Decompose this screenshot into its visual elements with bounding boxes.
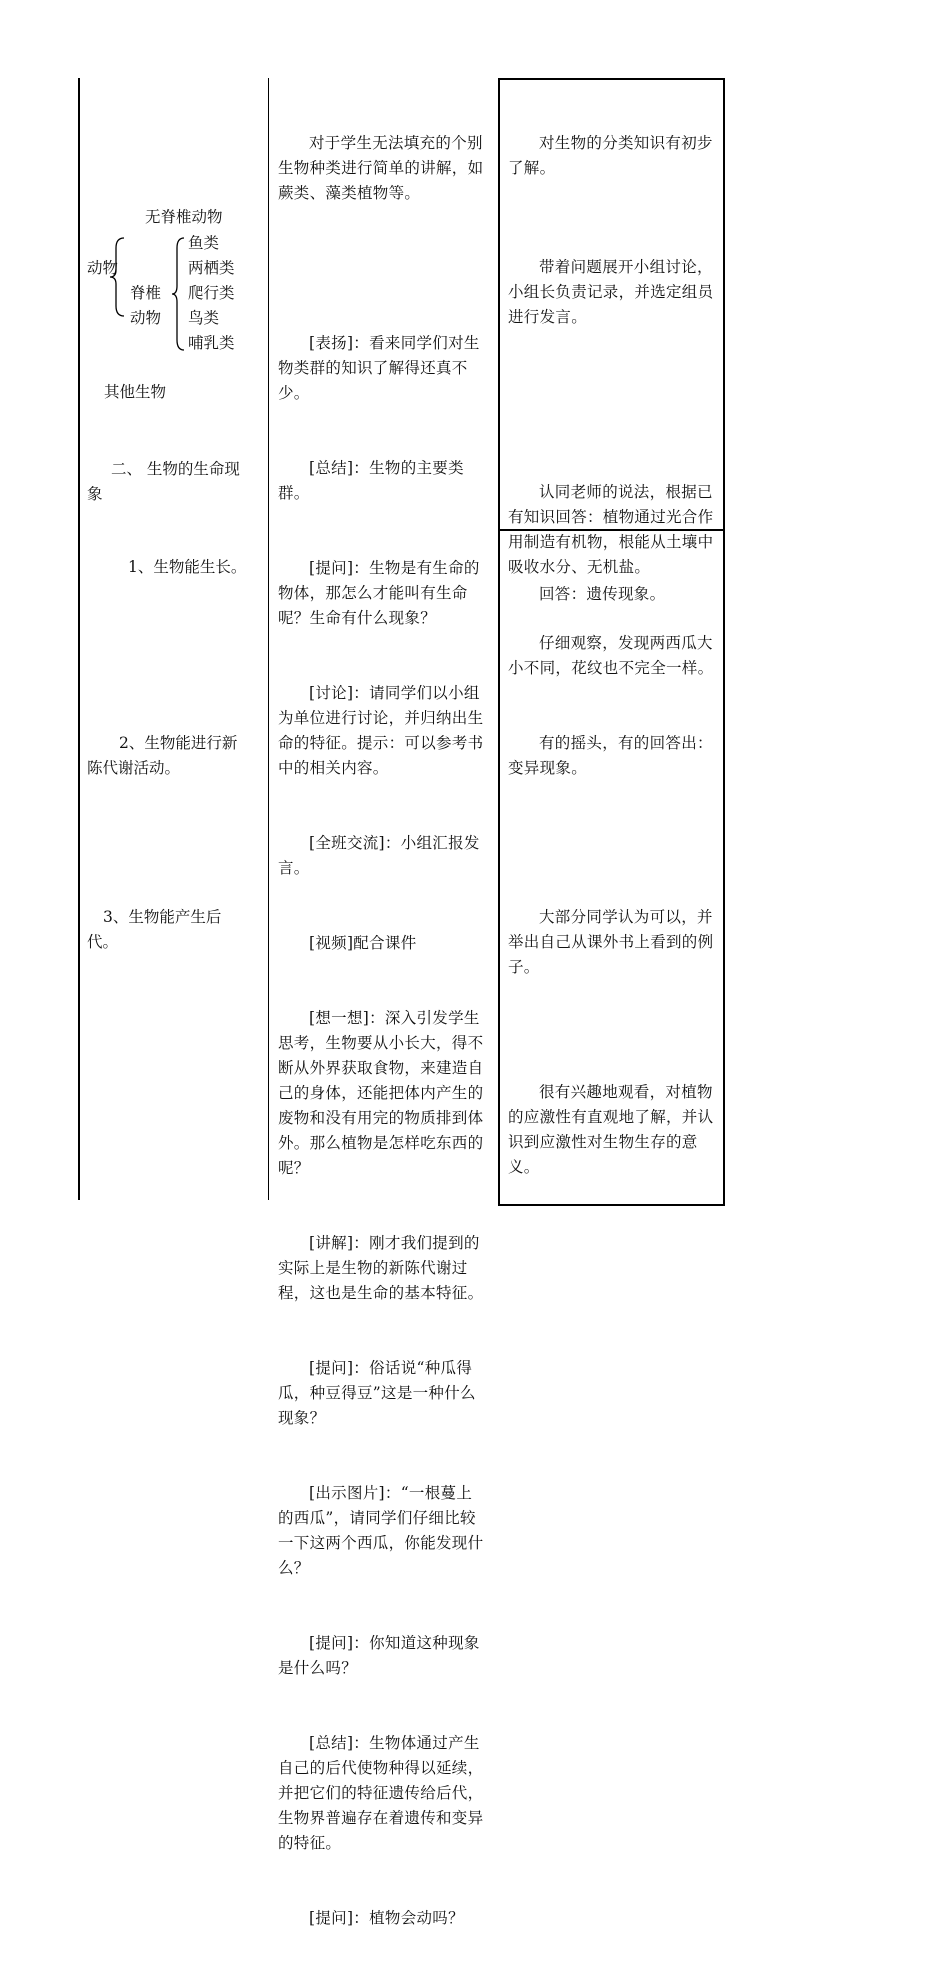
section2-heading-line1: 二、 生物的生命现	[111, 460, 240, 478]
life-feature-1: 1、生物能生长。	[128, 558, 247, 576]
student-activities-bottom-4: 大部分同学认为可以，并举出自己从课外书上看到的例子。	[508, 908, 714, 976]
animal-brace-icon	[108, 236, 126, 318]
student-activities-bottom-2: 仔细观察，发现两西瓜大小不同，花纹也不完全一样。	[508, 634, 714, 677]
teacher-paragraph: [讲解]：刚才我们提到的实际上是生物的新陈代谢过程，这也是生命的基本特征。	[278, 1234, 484, 1302]
teacher-paragraph: [提问]：俗话说“种瓜得瓜，种豆得豆”这是一种什么现象？	[278, 1359, 476, 1427]
vertebrate-brace-icon	[170, 236, 186, 352]
student-activities-top-1: 对生物的分类知识有初步了解。	[508, 134, 713, 177]
teacher-paragraph: [表扬]：看来同学们对生物类群的知识了解得还真不少。	[278, 334, 480, 402]
teacher-paragraph: [视频]配合课件	[309, 934, 417, 952]
vertebrate-label-line2: 动物	[130, 309, 162, 327]
student-activities-bottom-3: 有的摇头，有的回答出：变异现象。	[508, 734, 713, 777]
table-top-border	[498, 78, 725, 80]
other-organisms-label: 其他生物	[104, 383, 167, 401]
teacher-paragraph: [出示图片]：“一根蔓上的西瓜”，请同学们仔细比较一下这两个西瓜，你能发现什么？	[278, 1484, 484, 1577]
class-fish: 鱼类	[188, 234, 220, 252]
student-activities-bottom-5: 很有兴趣地观看，对植物的应激性有直观地了解，并认识到应激性对生物生存的意义。	[508, 1083, 714, 1176]
student-activities-top-3: 认同老师的说法，根据已有知识回答：植物通过光合作用制造有机物，根能从土壤中吸收水分、无机盐。	[508, 483, 714, 576]
section2-heading-line2: 象	[87, 485, 103, 503]
teacher-paragraph: [提问]：生物是有生命的物体，那怎么才能叫有生命呢？生命有什么现象？	[278, 559, 480, 627]
class-amphibians: 两栖类	[188, 259, 235, 277]
table-right-border	[723, 78, 725, 1206]
life-feature-2-line2: 陈代谢活动。	[87, 759, 181, 777]
life-feature-2-line1: 2、生物能进行新	[119, 734, 238, 752]
vertebrate-label-line1: 脊椎	[130, 284, 162, 302]
teacher-paragraph: [讨论]：请同学们以小组为单位进行讨论，并归纳出生命的特征。提示：可以参考书中的相关内容。	[278, 684, 484, 777]
teacher-paragraph: [提问]：你知道这种现象是什么吗？	[278, 1634, 480, 1677]
life-feature-3-line1: 3、生物能产生后	[103, 908, 222, 926]
teacher-activities	[278, 81, 486, 1981]
table-left-border	[78, 78, 80, 1200]
teacher-paragraph: [总结]：生物体通过产生自己的后代使物种得以延续，并把它们的特征遗传给后代，生物界普遍存在着遗传和变异的特征。	[278, 1734, 484, 1852]
class-reptiles: 爬行类	[188, 284, 235, 302]
teacher-paragraph: 对于学生无法填充的个别生物种类进行简单的讲解，如蕨类、藻类植物等。	[278, 134, 484, 202]
student-activities-top-2: 带着问题展开小组讨论，小组长负责记录，并选定组员进行发言。	[508, 258, 714, 326]
class-birds: 鸟类	[188, 309, 220, 327]
teacher-paragraph: [全班交流]：小组汇报发言。	[278, 834, 480, 877]
column-divider-2	[498, 78, 500, 1206]
class-mammals: 哺乳类	[188, 334, 235, 352]
animal-label: 动物	[87, 259, 119, 277]
teacher-paragraph: [提问]：植物会动吗？	[309, 1909, 464, 1927]
life-feature-3-line2: 代。	[87, 933, 119, 951]
invertebrate-label: 无脊椎动物	[145, 208, 223, 226]
teacher-paragraph: [想一想]：深入引发学生思考，生物要从小长大，得不断从外界获取食物，来建造自己的身体，还能把体内产生的废物和没有用完的物质排到体外。那么植物是怎样吃东西的呢？	[278, 1009, 484, 1177]
column-divider-1	[268, 78, 269, 1200]
teacher-paragraph: [总结]：生物的主要类群。	[278, 459, 464, 502]
student-activities-bottom-1: 回答：遗传现象。	[539, 585, 666, 603]
